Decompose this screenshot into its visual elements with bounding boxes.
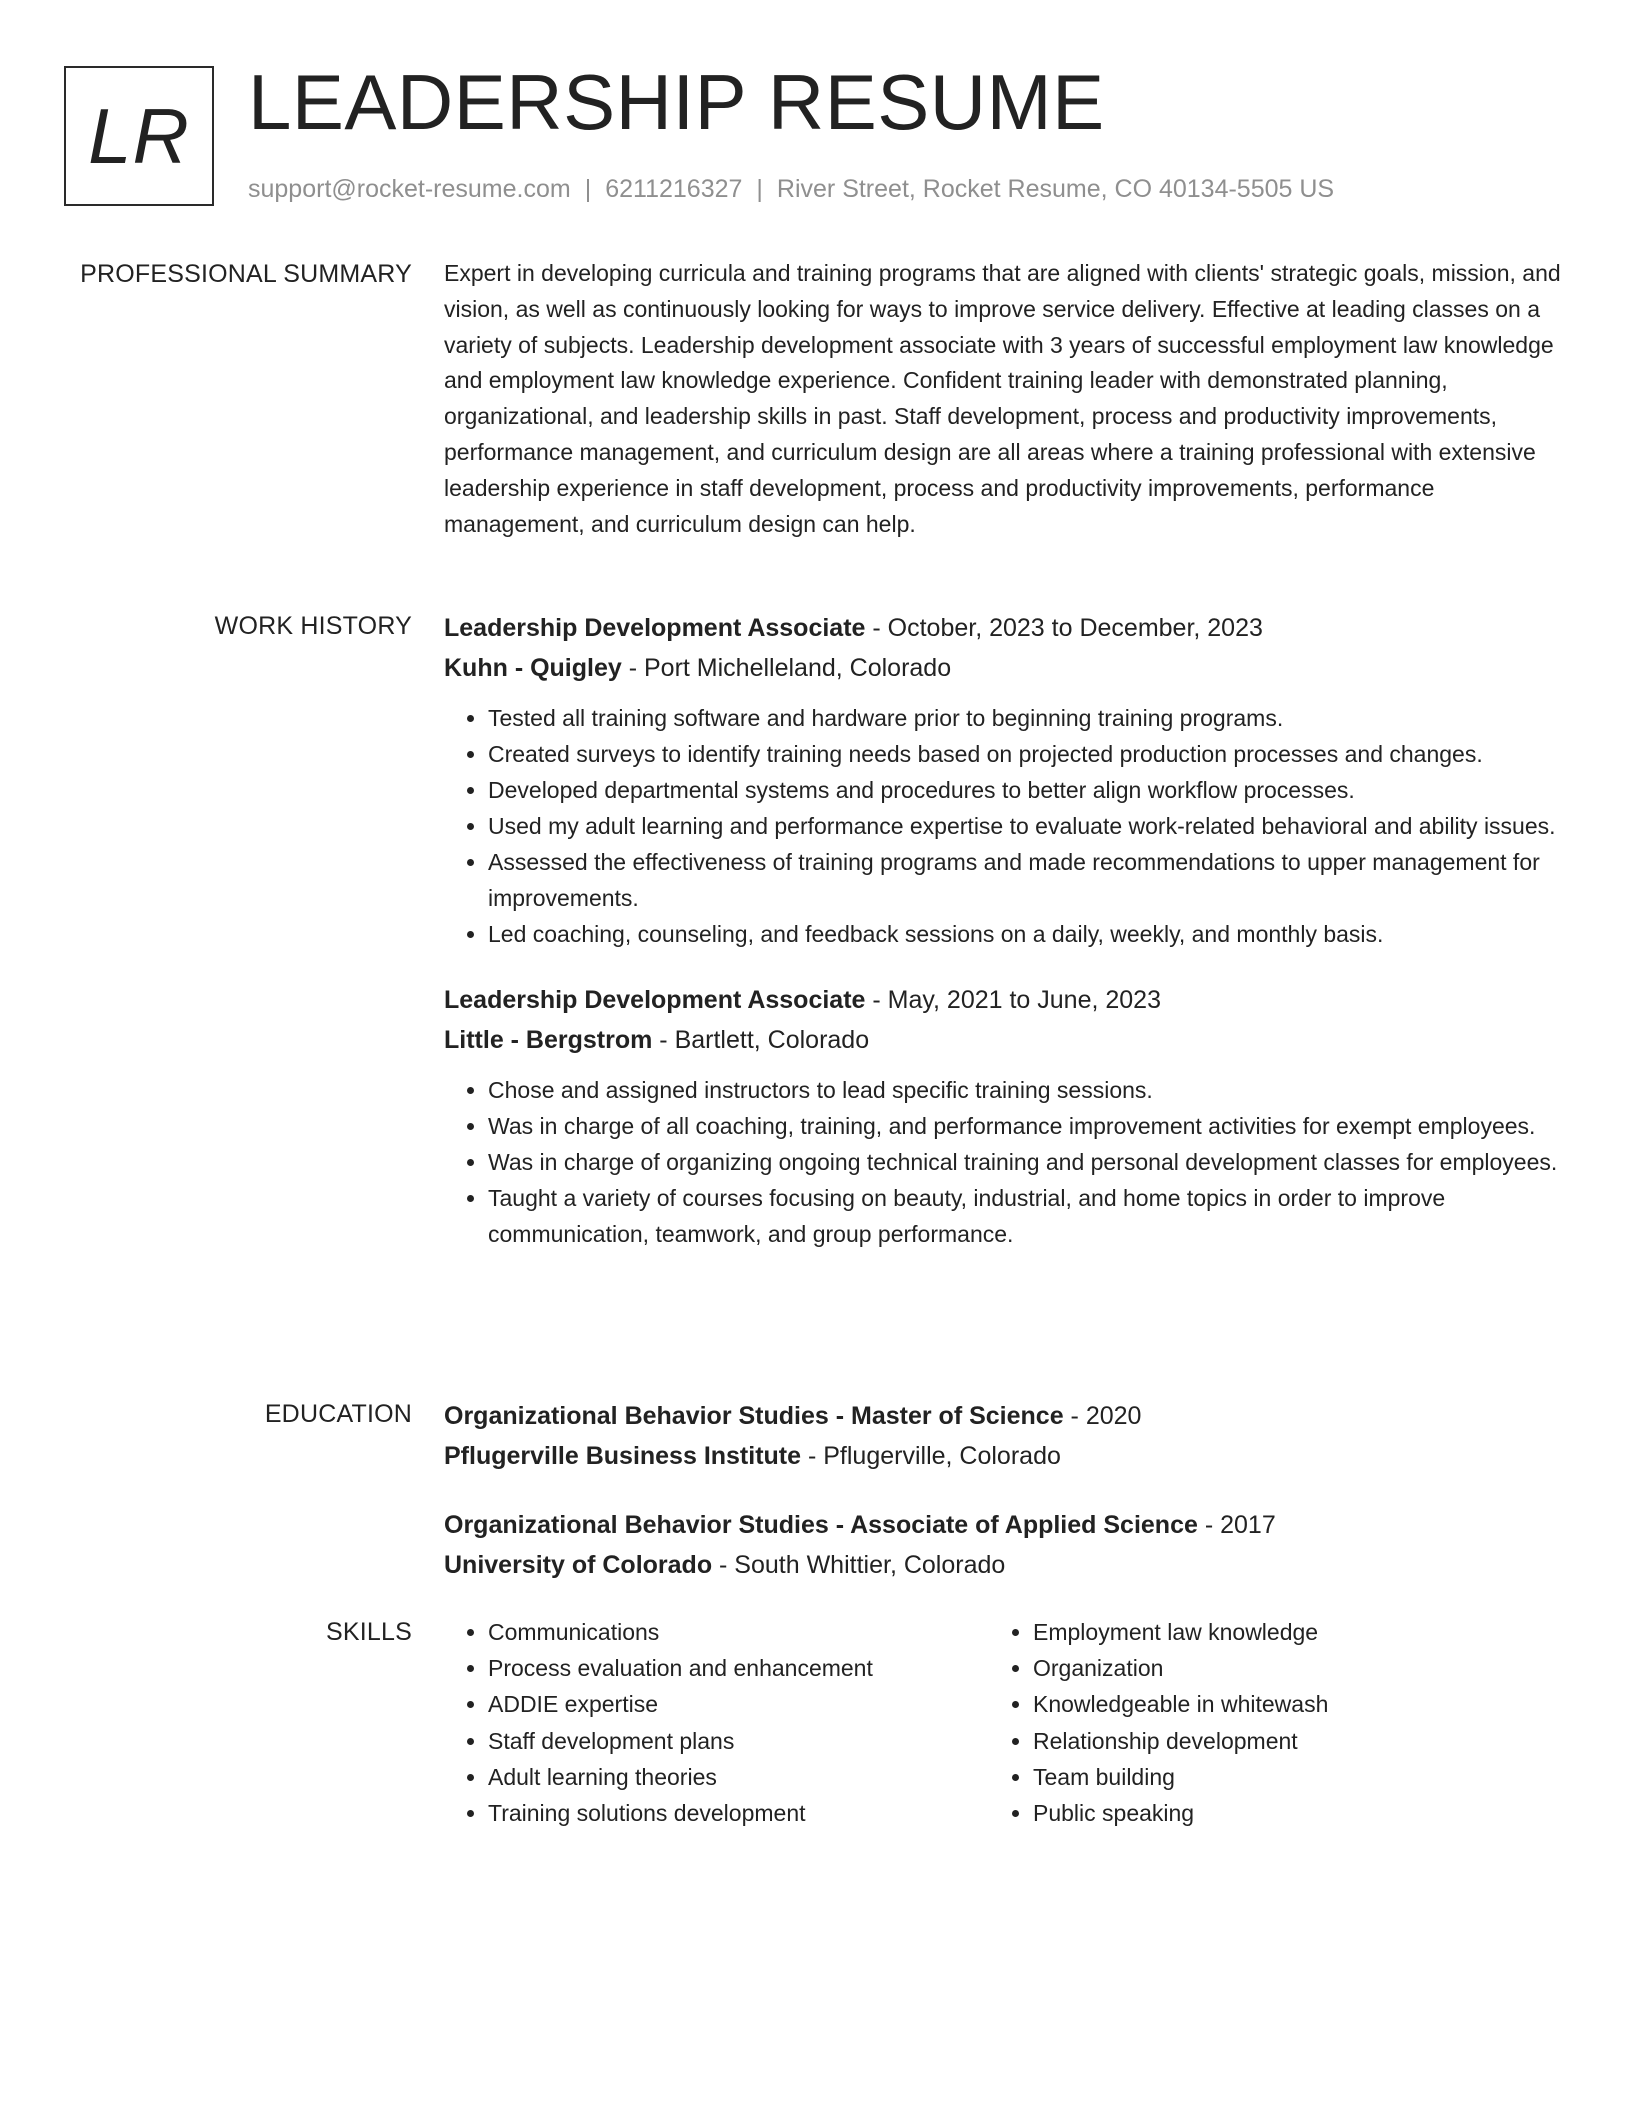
education-school: Pflugerville Business Institute <box>444 1442 802 1470</box>
education-location: - South Whittier, Colorado <box>712 1551 1006 1579</box>
skill-item: • Team building <box>1033 1759 1534 1795</box>
education-body <box>444 1396 1564 1585</box>
job-entry <box>444 980 1564 1252</box>
contact-separator: | <box>756 175 763 203</box>
job-dates: - October, 2023 to December, 2023 <box>865 614 1263 642</box>
job-title: Leadership Development Associate <box>444 614 866 642</box>
job-company: Kuhn - Quigley <box>444 654 622 682</box>
job-bullet: • Taught a variety of courses focusing on beauty, industrial, and home topics in order to improve communication, teamwork, and group performance. <box>488 1180 1564 1252</box>
contact-phone: 6211216327 <box>605 175 743 203</box>
skill-item: • Public speaking <box>1033 1795 1534 1831</box>
education-degree: Organizational Behavior Studies - Master of Science <box>444 1402 1064 1430</box>
skills-body <box>444 1614 1564 1831</box>
skills-heading: SKILLS <box>326 1618 412 1646</box>
contact-separator: | <box>584 175 592 203</box>
education-location: - Pflugerville, Colorado <box>801 1442 1061 1470</box>
job-dates: - May, 2021 to June, 2023 <box>865 986 1161 1014</box>
job-bullet: • Chose and assigned instructors to lead specific training sessions. <box>488 1072 1564 1108</box>
summary-body <box>444 256 1564 542</box>
job-entry <box>444 608 1564 952</box>
job-bullet: • Created surveys to identify training needs based on projected production processes and changes. <box>488 736 1564 772</box>
skill-item: • Staff development plans <box>488 1723 989 1759</box>
work-history-body <box>444 608 1564 1252</box>
work-history-heading: WORK HISTORY <box>214 612 412 640</box>
contact-email: support@rocket-resume.com <box>248 175 571 203</box>
education-entry <box>444 1396 1564 1476</box>
job-bullet: • Used my adult learning and performance expertise to evaluate work-related behavioral and ability issues. <box>488 808 1564 844</box>
education-school: University of Colorado <box>444 1551 713 1579</box>
skill-item: • Knowledgeable in whitewash <box>1033 1686 1534 1722</box>
contact-address: River Street, Rocket Resume, CO 40134-5505 US <box>776 175 1335 203</box>
job-company-line <box>444 648 1564 688</box>
skill-item: • ADDIE expertise <box>488 1686 989 1722</box>
education-year: - 2017 <box>1197 1511 1276 1539</box>
summary-heading: PROFESSIONAL SUMMARY <box>80 260 412 288</box>
job-bullet: • Tested all training software and hardware prior to beginning training programs. <box>488 700 1564 736</box>
skill-item: • Process evaluation and enhancement <box>488 1650 989 1686</box>
job-bullets <box>444 1072 1564 1252</box>
job-bullet: • Was in charge of all coaching, training, and performance improvement activities for exempt employees. <box>488 1108 1564 1144</box>
resume-title: LEADERSHIP RESUME <box>248 58 1105 146</box>
job-bullets <box>444 700 1564 952</box>
skill-item: • Training solutions development <box>488 1795 989 1831</box>
contact-line <box>248 172 1334 206</box>
education-heading: EDUCATION <box>264 1400 412 1428</box>
skill-item: • Adult learning theories <box>488 1759 989 1795</box>
education-degree-line <box>444 1396 1564 1436</box>
education-school-line <box>444 1436 1564 1476</box>
monogram-logo: LR <box>64 66 214 206</box>
education-school-line <box>444 1545 1564 1585</box>
skill-item: • Relationship development <box>1033 1723 1534 1759</box>
job-bullet: • Assessed the effectiveness of training programs and made recommendations to upper management for improvements. <box>488 844 1564 916</box>
skills-column-right <box>989 1614 1534 1831</box>
job-title-line <box>444 608 1564 648</box>
skills-column-left <box>444 1614 989 1831</box>
job-company: Little - Bergstrom <box>444 1026 653 1054</box>
job-bullet: • Developed departmental systems and procedures to better align workflow processes. <box>488 772 1564 808</box>
summary-text: Expert in developing curricula and training programs that are aligned with clients' strategic goals, mission, and vision, as well as continuously looking for ways to improve service delivery. Effective at leading classes on a variety of subjects. Leadership development associate with 3 years of successful employment law knowledge and employment law knowledge experience. Confident training leader with demonstrated planning, organizational, and leadership skills in past. Staff development, process and productivity improvements, performance management, and curriculum design are all areas where a training professional with extensive leadership experience in staff development, process and productivity improvements, performance management, and curriculum design can help. <box>444 260 1561 537</box>
skill-item: • Organization <box>1033 1650 1534 1686</box>
education-year: - 2020 <box>1063 1402 1142 1430</box>
job-title-line <box>444 980 1564 1020</box>
job-title: Leadership Development Associate <box>444 986 866 1014</box>
job-bullet: • Led coaching, counseling, and feedback sessions on a daily, weekly, and monthly basis. <box>488 916 1564 952</box>
job-location: - Bartlett, Colorado <box>652 1026 870 1054</box>
education-degree: Organizational Behavior Studies - Associate of Applied Science <box>444 1511 1198 1539</box>
skill-item: • Employment law knowledge <box>1033 1614 1534 1650</box>
skills-list <box>989 1614 1534 1831</box>
education-degree-line <box>444 1505 1564 1545</box>
job-company-line <box>444 1020 1564 1060</box>
education-entry <box>444 1505 1564 1585</box>
job-location: - Port Michelleland, Colorado <box>621 654 952 682</box>
skills-list <box>444 1614 989 1831</box>
skill-item: • Communications <box>488 1614 989 1650</box>
job-bullet: • Was in charge of organizing ongoing technical training and personal development classes for employees. <box>488 1144 1564 1180</box>
